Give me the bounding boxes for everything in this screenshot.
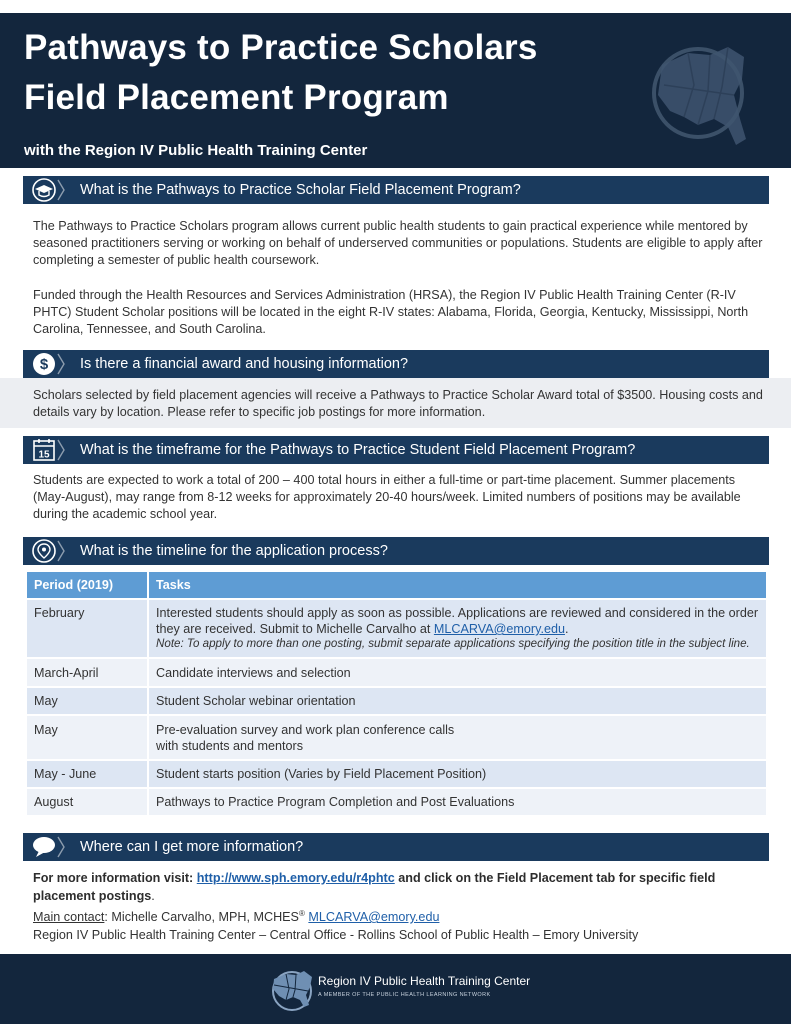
task-text: Interested students should apply as soon as possible. Applications are reviewed and considered in the order they are received. Submit to Michelle Carvalho at <box>156 606 759 636</box>
timeframe-description: Students are expected to work a total of 200 – 400 total hours in either a full-time or part-time placement. Summer placements (May-August), may range from 8-12 weeks for approximately 20-40 hours/week. Limited numbers of positions may be available during the academic school year. <box>33 473 741 521</box>
section-heading-program <box>23 176 769 204</box>
speech-bubble-icon <box>31 835 71 859</box>
title-line-1: Pathways to Practice Scholars <box>24 28 538 67</box>
section-heading-label: What is the Pathways to Practice Scholar Field Placement Program? <box>80 182 521 198</box>
visit-end: . <box>151 889 155 903</box>
section-heading-label: Where can I get more information? <box>80 839 304 855</box>
task-cell: Pathways to Practice Program Completion and Post Evaluations <box>148 789 766 815</box>
task-cell <box>148 716 766 759</box>
table-row <box>27 716 766 759</box>
task-cell: Student Scholar webinar orientation <box>148 688 766 714</box>
section-heading-label: Is there a financial award and housing information? <box>80 356 409 372</box>
location-pin-icon <box>31 539 71 563</box>
graduation-cap-icon <box>31 178 71 202</box>
timeline-table <box>27 572 766 815</box>
page-header <box>0 13 791 168</box>
visit-suffix: and click on the Field Placement tab for specific field placement postings <box>33 871 716 903</box>
period-cell: March-April <box>27 659 148 686</box>
footer-org-name: Region IV Public Health Training Center <box>318 974 531 988</box>
task-cell: Candidate interviews and selection <box>148 659 766 686</box>
footer-tagline: A MEMBER OF THE PUBLIC HEALTH LEARNING NETWORK <box>318 992 491 998</box>
title-line-2: Field Placement Program <box>24 78 449 117</box>
contact-text: : Michelle Carvalho, MPH, MCHES <box>104 910 299 925</box>
office-line: Region IV Public Health Training Center – Central Office - Rollins School of Public Health – Emory University <box>33 928 639 943</box>
contact-label: Main contact <box>33 910 105 925</box>
page-title <box>24 23 538 123</box>
section-heading-timeframe <box>23 436 769 464</box>
page-footer <box>0 954 791 1024</box>
table-row <box>27 761 766 787</box>
visit-prefix: For more information visit: <box>33 871 197 885</box>
contact-email-link[interactable]: MLCARVA@emory.edu <box>308 910 440 925</box>
section-heading-label: What is the timeline for the application process? <box>80 543 388 559</box>
phtc-logo-icon <box>268 965 316 1013</box>
svg-text:$: $ <box>39 356 49 373</box>
task-cell <box>148 600 766 657</box>
registered-mark: ® <box>298 909 305 918</box>
task-note: Note: To apply to more than one posting, submit separate applications specifying the position title in the subject line. <box>156 637 750 650</box>
period-cell: May <box>27 716 148 759</box>
award-description: Scholars selected by field placement agencies will receive a Pathways to Practice Scholar Award total of $3500. Housing costs and details vary by location. Please refer to specific job postings for more information. <box>33 388 763 419</box>
task-cell: Student starts position (Varies by Field Placement Position) <box>148 761 766 787</box>
period-cell: August <box>27 789 148 815</box>
calendar-icon <box>31 438 71 462</box>
period-cell: May <box>27 688 148 714</box>
section-heading-info <box>23 833 769 861</box>
email-link[interactable]: MLCARVA@emory.edu <box>433 622 565 636</box>
period-cell: May - June <box>27 761 148 787</box>
program-description: The Pathways to Practice Scholars program allows current public health students to gain practical experience while mentored by seasoned practitioners serving or working on behalf of underserved communities or populations. Students are eligible to apply after completing a semester of public health coursework. <box>33 219 763 267</box>
program-funding: Funded through the Health Resources and Services Administration (HRSA), the Region IV Public Health Training Center (R-IV PHTC) Student Scholar positions will be located in the eight R-IV states: Alabama, Florida, Georgia, Kentucky, Mississippi, North Carolina, Tennessee, and South Carolina. <box>33 288 749 336</box>
section-heading-timeline <box>23 537 769 565</box>
table-row <box>27 789 766 815</box>
website-link[interactable]: http://www.sph.emory.edu/r4phtc <box>196 871 395 885</box>
section-heading-award <box>23 350 769 378</box>
column-header-tasks: Tasks <box>148 572 766 598</box>
award-panel <box>0 378 791 428</box>
region-map-icon <box>648 35 753 157</box>
period-cell: February <box>27 600 148 657</box>
timeline-header-row <box>27 572 766 598</box>
section-heading-label: What is the timeframe for the Pathways to Practice Student Field Placement Program? <box>80 442 636 458</box>
dollar-icon <box>31 352 71 376</box>
more-info-block <box>33 869 763 944</box>
calendar-day: 15 <box>38 449 50 461</box>
page-subtitle: with the Region IV Public Health Training Center <box>24 142 368 159</box>
task-text: Pre-evaluation survey and work plan conference calls <box>156 723 455 737</box>
task-text-line-2: with students and mentors <box>156 739 304 753</box>
column-header-period: Period (2019) <box>27 572 148 598</box>
table-row <box>27 659 766 686</box>
task-text-end: . <box>564 622 569 636</box>
table-row <box>27 600 766 657</box>
table-row <box>27 688 766 714</box>
